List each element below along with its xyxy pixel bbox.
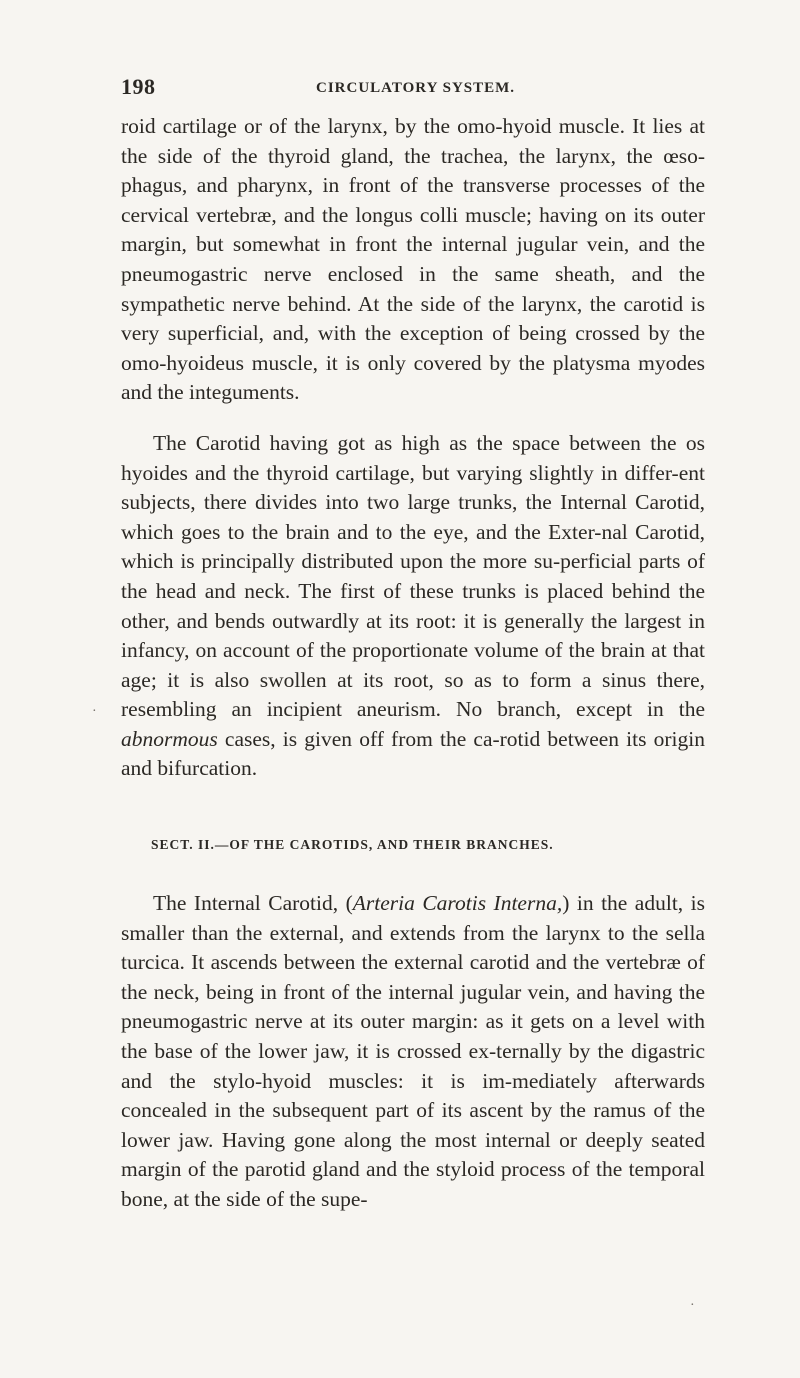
margin-speck: · bbox=[690, 1298, 695, 1313]
paragraph-internal-carotid bbox=[121, 889, 705, 1215]
paragraph-text: The Carotid having got as high as the space between the os hyoides and the thyroid cartilage, but varying slightly in differ-ent subjects, there divides into two large trunks, the Internal Carotid, which goes to the brain and to the eye, and the Exter-nal Carotid, which is principally distributed upon the more su-perficial parts of the head and neck. The first of these trunks is placed behind the other, and bends outwardly at its root: it is generally the largest in infancy, on account of the proportionate volume of the brain at that age; it is also swollen at its root, so as to form a sinus there, resembling an incipient aneurism. No branch, except in the bbox=[121, 430, 705, 722]
paragraph-text: cases, is given off from the ca-rotid between its origin and bifurcation. bbox=[121, 726, 705, 781]
page-header bbox=[0, 74, 800, 104]
paragraph-text: The Internal Carotid, ( bbox=[153, 891, 353, 916]
paragraph-carotid-division bbox=[121, 429, 705, 784]
section-heading: SECT. II.—OF THE CAROTIDS, AND THEIR BRANCHES. bbox=[151, 837, 554, 853]
paragraph-continued: roid cartilage or of the larynx, by the omo-hyoid muscle. It lies at the side of the thyroid gland, the trachea, the larynx, the œso-phagus, and pharynx, in front of the transverse processes of the cervical vertebræ, and the longus colli muscle; having on its outer margin, but somewhat in front the internal jugular vein, and the pneumogastric nerve enclosed in the same sheath, and the sympathetic nerve behind. At the side of the larynx, the carotid is very superficial, and, with the exception of being crossed by the omo-hyoideus muscle, it is only covered by the platysma myodes and the integuments. bbox=[121, 114, 705, 405]
italic-term: abnormous bbox=[121, 726, 218, 751]
body-text bbox=[121, 112, 705, 1215]
page-number: 198 bbox=[121, 74, 156, 99]
paragraph-text: ) in the adult, is smaller than the external, and extends from the larynx to the sella turcica. It ascends between the external carotid and the vertebræ of the neck, being in front of the internal jugular vein, and having the pneumogastric nerve at its outer margin: as it gets on a level with the base of the lower jaw, it is crossed ex-ternally by the digastric and the stylo-hyoid muscles: it is im-mediately afterwards concealed in the subsequent part of its ascent by the ramus of the lower jaw. Having gone along the most internal or deeply seated margin of the parotid gland and the styloid process of the temporal bone, at the side of the supe- bbox=[121, 891, 705, 1211]
running-head: CIRCULATORY SYSTEM. bbox=[316, 80, 516, 96]
margin-speck: · bbox=[92, 704, 97, 719]
italic-term: Arteria Carotis Interna, bbox=[352, 891, 563, 916]
